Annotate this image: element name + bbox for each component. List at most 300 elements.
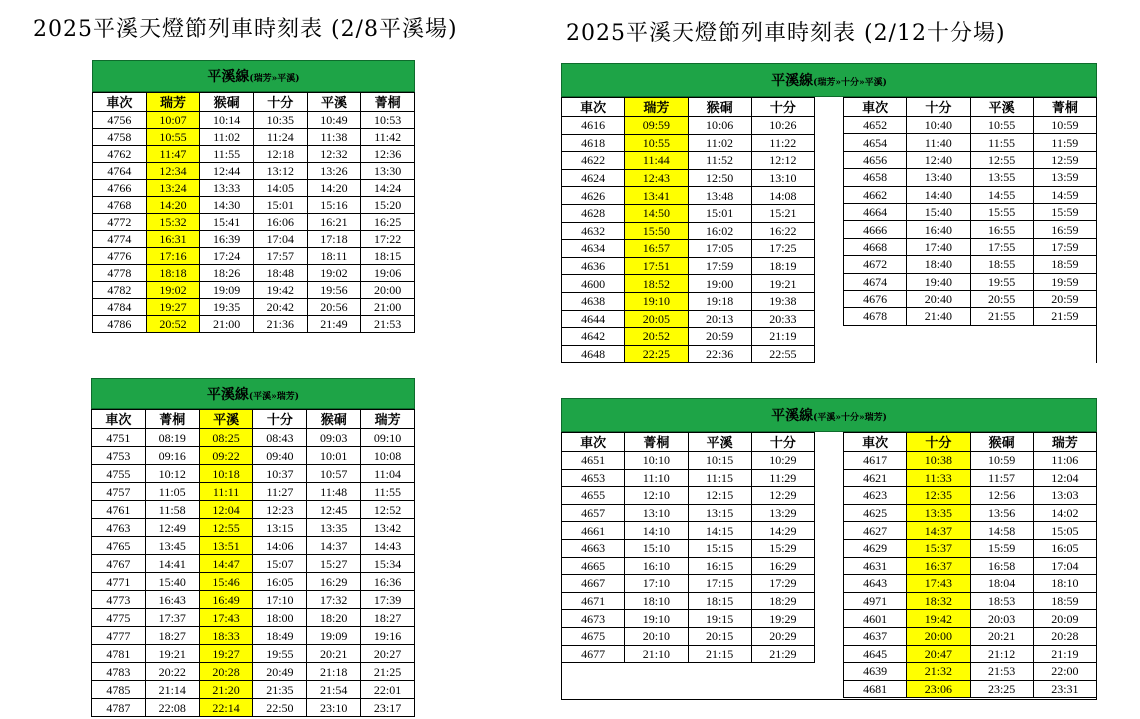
time-cell: 13:15 xyxy=(688,504,751,522)
time-cell: 10:55 xyxy=(970,117,1033,134)
time-cell: 21:00 xyxy=(200,316,254,333)
time-cell: 14:43 xyxy=(361,537,415,555)
time-cell: 22:36 xyxy=(688,345,751,363)
time-cell: 18:29 xyxy=(751,592,814,610)
time-cell: 10:15 xyxy=(688,452,751,470)
time-cell: 13:55 xyxy=(970,169,1033,186)
table-row xyxy=(844,539,1097,557)
time-cell: 17:25 xyxy=(751,240,814,258)
time-cell: 10:59 xyxy=(1033,117,1096,134)
t4-left-table xyxy=(561,432,815,663)
column-header: 車次 xyxy=(844,98,907,117)
t2-table xyxy=(91,409,415,717)
time-cell: 11:57 xyxy=(970,469,1033,487)
table-row xyxy=(562,117,815,135)
table-row xyxy=(562,557,815,575)
time-cell: 17:10 xyxy=(253,591,307,609)
time-cell: 18:26 xyxy=(200,265,254,282)
time-cell: 10:01 xyxy=(307,447,361,465)
time-cell: 21:20 xyxy=(199,681,253,699)
time-cell: 11:02 xyxy=(688,134,751,152)
train-number: 4672 xyxy=(844,256,907,273)
table-row xyxy=(562,575,815,593)
time-cell: 17:04 xyxy=(1033,557,1096,575)
time-cell: 16:31 xyxy=(146,231,200,248)
column-header: 十分 xyxy=(751,98,814,117)
t4-line-name: 平溪線 xyxy=(771,408,814,424)
table-row xyxy=(844,610,1097,628)
table-row xyxy=(844,117,1097,134)
time-cell: 21:19 xyxy=(1033,645,1096,663)
train-number: 4600 xyxy=(562,275,625,293)
time-cell: 13:42 xyxy=(361,519,415,537)
time-cell: 15:27 xyxy=(307,555,361,573)
table-row xyxy=(92,645,415,663)
train-number: 4678 xyxy=(844,308,907,325)
table-row xyxy=(93,299,415,316)
time-cell: 19:00 xyxy=(688,275,751,293)
time-cell: 17:57 xyxy=(253,248,307,265)
time-cell: 20:47 xyxy=(907,645,970,663)
table-row xyxy=(844,290,1097,307)
time-cell: 16:58 xyxy=(970,557,1033,575)
column-header: 猴硐 xyxy=(688,98,751,117)
time-cell: 12:59 xyxy=(1033,151,1096,168)
time-cell: 15:10 xyxy=(625,539,688,557)
train-number: 4655 xyxy=(562,487,625,505)
time-cell: 13:45 xyxy=(145,537,199,555)
table-row xyxy=(562,345,815,363)
column-header: 菁桐 xyxy=(145,410,199,429)
column-header: 十分 xyxy=(253,93,307,112)
time-cell: 20:21 xyxy=(970,627,1033,645)
time-cell: 11:02 xyxy=(200,129,254,146)
column-header: 車次 xyxy=(562,98,625,117)
time-cell: 09:16 xyxy=(145,447,199,465)
time-cell: 15:16 xyxy=(307,197,361,214)
table-row xyxy=(844,680,1097,698)
time-cell: 21:14 xyxy=(145,681,199,699)
time-cell: 12:10 xyxy=(625,487,688,505)
time-cell: 18:48 xyxy=(253,265,307,282)
train-number: 4637 xyxy=(844,627,907,645)
t2-direction: (平溪»瑞芳) xyxy=(248,392,300,402)
time-cell: 11:22 xyxy=(751,134,814,152)
time-cell: 10:57 xyxy=(307,465,361,483)
time-cell: 17:43 xyxy=(907,575,970,593)
train-number: 4762 xyxy=(93,146,147,163)
time-cell: 20:42 xyxy=(253,299,307,316)
time-cell: 12:35 xyxy=(907,487,970,505)
time-cell: 16:37 xyxy=(907,557,970,575)
time-cell: 21:18 xyxy=(307,663,361,681)
time-cell: 21:54 xyxy=(307,681,361,699)
time-cell: 15:20 xyxy=(361,197,415,214)
train-number: 4661 xyxy=(562,522,625,540)
time-cell: 19:09 xyxy=(307,627,361,645)
time-cell: 17:43 xyxy=(199,609,253,627)
time-cell: 11:58 xyxy=(145,501,199,519)
train-number: 4657 xyxy=(562,504,625,522)
table-row xyxy=(844,151,1097,168)
time-cell: 18:10 xyxy=(1033,575,1096,593)
table-row xyxy=(562,504,815,522)
time-cell: 14:55 xyxy=(970,186,1033,203)
time-cell: 19:21 xyxy=(751,275,814,293)
time-cell: 16:39 xyxy=(200,231,254,248)
table-row xyxy=(844,575,1097,593)
time-cell: 14:10 xyxy=(625,522,688,540)
time-cell: 20:09 xyxy=(1033,610,1096,628)
time-cell: 16:40 xyxy=(907,221,970,238)
time-cell: 11:59 xyxy=(1033,134,1096,151)
train-number: 4771 xyxy=(92,573,146,591)
time-cell: 19:42 xyxy=(253,282,307,299)
train-number: 4664 xyxy=(844,203,907,220)
column-header: 猴硐 xyxy=(970,433,1033,452)
table-row xyxy=(562,169,815,187)
time-cell: 23:31 xyxy=(1033,680,1096,698)
table-row xyxy=(93,248,415,265)
time-cell: 14:37 xyxy=(907,522,970,540)
train-number: 4643 xyxy=(844,575,907,593)
train-number: 4787 xyxy=(92,699,146,717)
train-number: 4765 xyxy=(92,537,146,555)
header-row xyxy=(844,433,1097,452)
time-cell: 18:00 xyxy=(253,609,307,627)
time-cell: 11:38 xyxy=(307,129,361,146)
train-number: 4654 xyxy=(844,134,907,151)
table-row xyxy=(844,592,1097,610)
time-cell: 10:59 xyxy=(970,452,1033,470)
time-cell: 12:55 xyxy=(199,519,253,537)
time-cell: 10:29 xyxy=(751,452,814,470)
time-cell: 10:40 xyxy=(907,117,970,134)
time-cell: 11:05 xyxy=(145,483,199,501)
time-cell: 19:15 xyxy=(688,610,751,628)
column-header: 猴硐 xyxy=(200,93,254,112)
time-cell: 21:53 xyxy=(970,663,1033,681)
table-row xyxy=(844,256,1097,273)
t2-line-name: 平溪線 xyxy=(206,387,249,403)
time-cell: 22:25 xyxy=(625,345,688,363)
time-cell: 16:57 xyxy=(625,240,688,258)
time-cell: 20:28 xyxy=(1033,627,1096,645)
train-number: 4632 xyxy=(562,222,625,240)
table-row xyxy=(562,187,815,205)
time-cell: 22:00 xyxy=(1033,663,1096,681)
column-header: 車次 xyxy=(562,433,625,452)
time-cell: 18:15 xyxy=(688,592,751,610)
time-cell: 12:45 xyxy=(307,501,361,519)
time-cell: 17:59 xyxy=(1033,238,1096,255)
time-cell: 14:41 xyxy=(145,555,199,573)
time-cell: 15:34 xyxy=(361,555,415,573)
time-cell: 16:43 xyxy=(145,591,199,609)
column-header: 十分 xyxy=(253,410,307,429)
time-cell: 13:40 xyxy=(907,169,970,186)
time-cell: 20:03 xyxy=(970,610,1033,628)
time-cell: 10:18 xyxy=(199,465,253,483)
table-row xyxy=(93,214,415,231)
table-row xyxy=(562,522,815,540)
time-cell: 19:27 xyxy=(199,645,253,663)
time-cell: 22:55 xyxy=(751,345,814,363)
table-row xyxy=(562,204,815,222)
time-cell: 15:41 xyxy=(200,214,254,231)
time-cell: 15:01 xyxy=(688,204,751,222)
header-row xyxy=(93,93,415,112)
t2-header xyxy=(91,378,415,409)
time-cell: 15:55 xyxy=(970,203,1033,220)
table-row xyxy=(562,292,815,310)
time-cell: 20:15 xyxy=(688,627,751,645)
time-cell: 11:10 xyxy=(625,469,688,487)
train-number: 4786 xyxy=(93,316,147,333)
time-cell: 14:02 xyxy=(1033,504,1096,522)
train-number: 4601 xyxy=(844,610,907,628)
time-cell: 21:59 xyxy=(1033,308,1096,325)
time-cell: 20:40 xyxy=(907,290,970,307)
time-cell: 12:44 xyxy=(200,163,254,180)
train-number: 4755 xyxy=(92,465,146,483)
time-cell: 17:18 xyxy=(307,231,361,248)
time-cell: 14:15 xyxy=(688,522,751,540)
time-cell: 16:22 xyxy=(751,222,814,240)
table-row xyxy=(93,316,415,333)
title-right: 2025平溪天燈節列車時刻表 (2/12十分場) xyxy=(566,21,1006,46)
time-cell: 17:37 xyxy=(145,609,199,627)
time-cell: 19:18 xyxy=(688,292,751,310)
time-cell: 19:59 xyxy=(1033,273,1096,290)
time-cell: 15:21 xyxy=(751,204,814,222)
time-cell: 15:40 xyxy=(145,573,199,591)
time-cell: 19:55 xyxy=(253,645,307,663)
table-row xyxy=(92,555,415,573)
train-number: 4652 xyxy=(844,117,907,134)
time-cell: 14:37 xyxy=(307,537,361,555)
time-cell: 18:59 xyxy=(1033,592,1096,610)
table-row xyxy=(562,240,815,258)
time-cell: 10:12 xyxy=(145,465,199,483)
time-cell: 22:50 xyxy=(253,699,307,717)
train-number: 4777 xyxy=(92,627,146,645)
time-cell: 17:22 xyxy=(361,231,415,248)
header-row xyxy=(562,98,815,117)
train-number: 4618 xyxy=(562,134,625,152)
time-cell: 09:03 xyxy=(307,429,361,447)
time-cell: 14:08 xyxy=(751,187,814,205)
time-cell: 14:30 xyxy=(200,197,254,214)
table-row xyxy=(562,645,815,663)
train-number: 4653 xyxy=(562,469,625,487)
train-number: 4675 xyxy=(562,627,625,645)
table-row xyxy=(562,275,815,293)
train-number: 4758 xyxy=(93,129,147,146)
time-cell: 21:40 xyxy=(907,308,970,325)
table-row xyxy=(93,180,415,197)
train-number: 4621 xyxy=(844,469,907,487)
time-cell: 13:03 xyxy=(1033,487,1096,505)
train-number: 4782 xyxy=(93,282,147,299)
time-cell: 12:04 xyxy=(1033,469,1096,487)
table-row xyxy=(844,452,1097,470)
table-row xyxy=(844,627,1097,645)
time-cell: 16:05 xyxy=(253,573,307,591)
table-row xyxy=(92,699,415,717)
table-row xyxy=(844,557,1097,575)
train-number: 4626 xyxy=(562,187,625,205)
t4-right-table xyxy=(843,432,1097,698)
train-number: 4667 xyxy=(562,575,625,593)
time-cell: 14:58 xyxy=(970,522,1033,540)
time-cell: 18:20 xyxy=(307,609,361,627)
time-cell: 21:12 xyxy=(970,645,1033,663)
time-cell: 18:55 xyxy=(970,256,1033,273)
time-cell: 13:41 xyxy=(625,187,688,205)
column-header: 平溪 xyxy=(199,410,253,429)
time-cell: 12:29 xyxy=(751,487,814,505)
time-cell: 20:55 xyxy=(970,290,1033,307)
t1-table xyxy=(92,92,415,333)
train-number: 4668 xyxy=(844,238,907,255)
train-number: 4677 xyxy=(562,645,625,663)
time-cell: 15:05 xyxy=(1033,522,1096,540)
table-row xyxy=(92,627,415,645)
table-row xyxy=(844,522,1097,540)
time-cell: 13:10 xyxy=(625,504,688,522)
t3-left-table xyxy=(561,97,815,363)
time-cell: 21:32 xyxy=(907,663,970,681)
table-row xyxy=(92,609,415,627)
time-cell: 18:53 xyxy=(970,592,1033,610)
time-cell: 17:59 xyxy=(688,257,751,275)
column-header: 瑞芳 xyxy=(361,410,415,429)
train-number: 4671 xyxy=(562,592,625,610)
time-cell: 14:20 xyxy=(307,180,361,197)
time-cell: 15:40 xyxy=(907,203,970,220)
table-row xyxy=(93,112,415,129)
table-row xyxy=(844,203,1097,220)
train-number: 4768 xyxy=(93,197,147,214)
time-cell: 14:50 xyxy=(625,204,688,222)
time-cell: 18:27 xyxy=(145,627,199,645)
time-cell: 11:29 xyxy=(751,469,814,487)
time-cell: 19:10 xyxy=(625,610,688,628)
table-row xyxy=(844,273,1097,290)
time-cell: 12:50 xyxy=(688,169,751,187)
train-number: 4784 xyxy=(93,299,147,316)
train-number: 4624 xyxy=(562,169,625,187)
train-number: 4753 xyxy=(92,447,146,465)
train-number: 4756 xyxy=(93,112,147,129)
t1-direction: (瑞芳»平溪) xyxy=(249,74,300,84)
time-cell: 13:12 xyxy=(253,163,307,180)
time-cell: 18:52 xyxy=(625,275,688,293)
time-cell: 11:48 xyxy=(307,483,361,501)
t4-header xyxy=(561,398,1097,432)
time-cell: 15:01 xyxy=(253,197,307,214)
column-header: 十分 xyxy=(907,98,970,117)
time-cell: 19:56 xyxy=(307,282,361,299)
time-cell: 20:56 xyxy=(307,299,361,316)
train-number: 4778 xyxy=(93,265,147,282)
train-number: 4636 xyxy=(562,257,625,275)
train-number: 4627 xyxy=(844,522,907,540)
time-cell: 15:59 xyxy=(1033,203,1096,220)
time-cell: 20:13 xyxy=(688,310,751,328)
train-number: 4616 xyxy=(562,117,625,135)
column-header: 瑞芳 xyxy=(146,93,200,112)
time-cell: 21:00 xyxy=(361,299,415,316)
time-cell: 16:15 xyxy=(688,557,751,575)
train-number: 4761 xyxy=(92,501,146,519)
time-cell: 14:29 xyxy=(751,522,814,540)
time-cell: 16:25 xyxy=(361,214,415,231)
time-cell: 17:40 xyxy=(907,238,970,255)
table-row xyxy=(562,592,815,610)
t4-direction: (平溪»十分»瑞芳) xyxy=(813,413,887,423)
time-cell: 09:22 xyxy=(199,447,253,465)
table-row xyxy=(844,308,1097,325)
train-number: 4785 xyxy=(92,681,146,699)
time-cell: 11:04 xyxy=(361,465,415,483)
time-cell: 10:26 xyxy=(751,117,814,135)
time-cell: 21:25 xyxy=(361,663,415,681)
time-cell: 14:59 xyxy=(1033,186,1096,203)
time-cell: 15:07 xyxy=(253,555,307,573)
train-number: 4767 xyxy=(92,555,146,573)
train-number: 4631 xyxy=(844,557,907,575)
time-cell: 19:38 xyxy=(751,292,814,310)
train-number: 4656 xyxy=(844,151,907,168)
time-cell: 12:36 xyxy=(361,146,415,163)
time-cell: 10:55 xyxy=(146,129,200,146)
table-row xyxy=(92,663,415,681)
time-cell: 23:25 xyxy=(970,680,1033,698)
time-cell: 23:10 xyxy=(307,699,361,717)
time-cell: 18:18 xyxy=(146,265,200,282)
time-cell: 21:36 xyxy=(253,316,307,333)
table-row xyxy=(92,591,415,609)
time-cell: 10:55 xyxy=(625,134,688,152)
time-cell: 12:15 xyxy=(688,487,751,505)
time-cell: 21:19 xyxy=(751,328,814,346)
time-cell: 20:00 xyxy=(361,282,415,299)
table-row xyxy=(562,310,815,328)
table-row xyxy=(844,663,1097,681)
time-cell: 10:08 xyxy=(361,447,415,465)
time-cell: 12:49 xyxy=(145,519,199,537)
time-cell: 13:24 xyxy=(146,180,200,197)
time-cell: 22:01 xyxy=(361,681,415,699)
time-cell: 19:27 xyxy=(146,299,200,316)
time-cell: 18:15 xyxy=(361,248,415,265)
table-row xyxy=(92,681,415,699)
train-number: 4751 xyxy=(92,429,146,447)
time-cell: 15:50 xyxy=(625,222,688,240)
time-cell: 10:38 xyxy=(907,452,970,470)
time-cell: 16:49 xyxy=(199,591,253,609)
time-cell: 09:59 xyxy=(625,117,688,135)
table-row xyxy=(562,539,815,557)
t1-line-name: 平溪線 xyxy=(207,69,250,85)
table-row xyxy=(92,429,415,447)
time-cell: 16:36 xyxy=(361,573,415,591)
column-header: 十分 xyxy=(751,433,814,452)
time-cell: 18:27 xyxy=(361,609,415,627)
time-cell: 14:24 xyxy=(361,180,415,197)
